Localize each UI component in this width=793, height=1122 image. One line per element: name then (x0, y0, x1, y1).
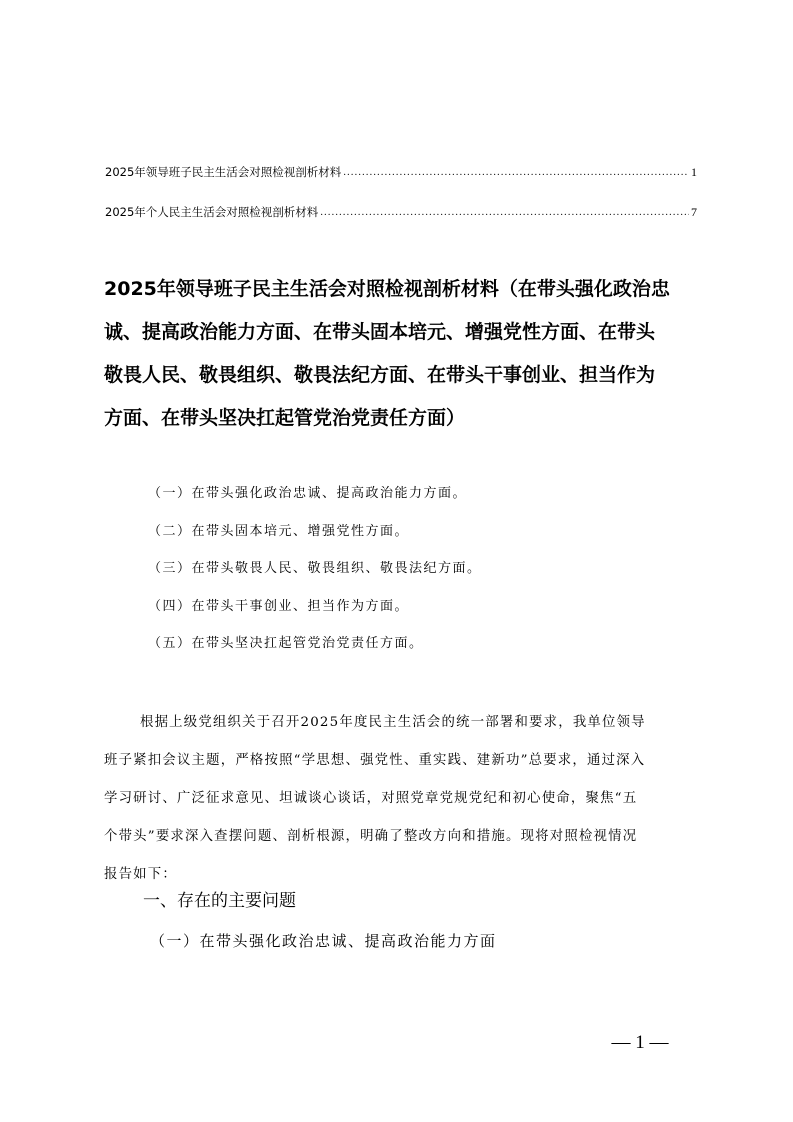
paragraph-line: 报告如下： (104, 867, 177, 882)
aspect-item: （一）在带头强化政治忠诚、提高政治能力方面。 (148, 486, 468, 501)
title-line: 2025年领导班子民主生活会对照检视剖析材料（在带头强化政治忠 (104, 278, 670, 300)
toc-entry[interactable] (105, 203, 697, 221)
aspect-item: （五）在带头坚决扛起管党治党责任方面。 (148, 636, 424, 651)
toc-entry-page: 7 (691, 205, 697, 219)
paragraph-line: 根据上级党组织关于召开2025年度民主生活会的统一部署和要求，我单位领导 (140, 715, 646, 730)
title-line: 诚、提高政治能力方面、在带头固本培元、增强党性方面、在带头 (104, 321, 656, 343)
intro-paragraph (104, 704, 694, 894)
aspect-item: （三）在带头敬畏人民、敬畏组织、敬畏法纪方面。 (148, 561, 482, 576)
title-line: 敬畏人民、敬畏组织、敬畏法纪方面、在带头干事创业、担当作为 (104, 364, 656, 386)
paragraph-line: 学习研讨、广泛征求意见、坦诚谈心谈话，对照党章党规党纪和初心使命，聚焦“五 (104, 791, 638, 806)
paragraph-line: 个带头”要求深入查摆问题、剖析根源，明确了整改方向和措施。现将对照检视情况 (104, 829, 638, 844)
toc-entry-title: 2025年个人民主生活会对照检视剖析材料 (105, 205, 319, 219)
document-title (104, 268, 704, 440)
title-line: 方面、在带头坚决扛起管党治党责任方面） (104, 407, 466, 429)
toc-leader-dots (320, 203, 689, 221)
aspect-item: （二）在带头固本培元、增强党性方面。 (148, 523, 410, 539)
toc-entry-page: 1 (691, 165, 697, 179)
page-number: — 1 — (611, 1032, 669, 1053)
toc-leader-dots (343, 163, 689, 181)
toc-entry[interactable] (105, 163, 697, 181)
sub-heading: （一）在带头强化政治忠诚、提高政治能力方面 (150, 932, 497, 950)
toc-entry-title: 2025年领导班子民主生活会对照检视剖析材料 (105, 165, 342, 179)
aspect-item: （四）在带头干事创业、担当作为方面。 (148, 598, 410, 614)
section-heading: 一、存在的主要问题 (143, 891, 296, 911)
aspect-list (148, 482, 482, 670)
paragraph-line: 班子紧扣会议主题，严格按照“学思想、强党性、重实践、建新功”总要求，通过深入 (104, 753, 646, 768)
